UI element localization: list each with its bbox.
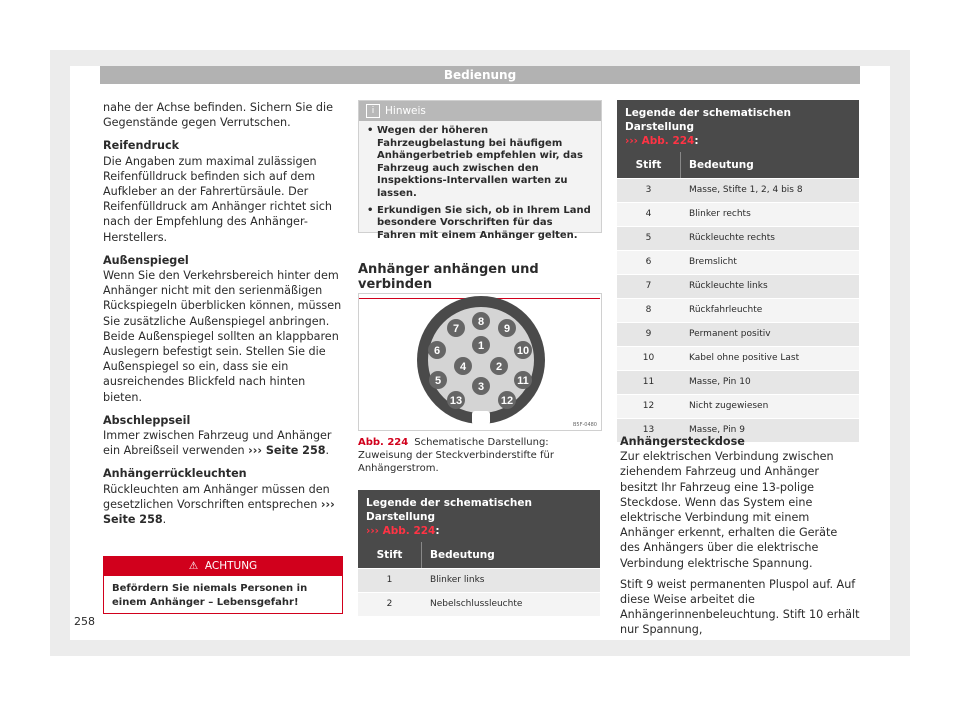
cell-meaning: Nebelschlussleuchte [430,599,523,609]
paragraph-aussenspiegel [103,253,343,405]
table-row [617,346,859,370]
pin-label-1: 1 [477,340,485,352]
legend-title: Legende der schematischen Darstellung [366,497,532,523]
note-header [359,101,601,121]
cell-meaning: Kabel ohne positive Last [689,353,800,363]
text-abschleppseil: Immer zwischen Fahrzeug und Anhänger ein Abreißseil verwenden [103,429,332,458]
page-header: Bedienung [100,66,860,84]
warning-triangle-icon: ⚠ [188,560,205,572]
page-number: 258 [74,615,95,628]
figure-caption [358,436,600,476]
figure-label: Abb. 224 [358,437,409,448]
cell-meaning: Masse, Pin 10 [689,377,751,387]
connector-diagram [359,294,601,430]
legend-table-1-title [358,490,600,542]
paragraph-intro: nahe der Achse befinden. Sichern Sie die Gegenstände gegen Verrutschen. [103,101,334,130]
table-row [617,226,859,250]
pin-label-8: 8 [477,316,485,328]
table-row [617,202,859,226]
table-row [358,568,600,592]
legend-table-1 [358,490,600,616]
heading-rueckleuchten: Anhängerrückleuchten [103,467,247,481]
column-left [103,100,343,535]
note-list [359,125,601,242]
legend-colon: : [694,135,699,147]
column-header-meaning: Bedeutung [430,549,495,561]
pin-label-4: 4 [459,361,467,373]
legend-table-1-body [358,568,600,616]
cell-pin: 12 [642,401,655,411]
legend-table-2-header [617,152,859,178]
cell-meaning: Rückfahrleuchte [689,305,763,315]
legend-table-2 [617,100,859,442]
column-right-text [620,434,860,644]
paragraph-steckdose [620,434,860,571]
connector-notch [472,411,490,425]
heading-aussenspiegel: Außenspiegel [103,253,189,267]
cell-pin: 13 [642,425,655,435]
cell-pin: 2 [386,599,393,609]
cell-meaning: Nicht zugewiesen [689,401,769,411]
cell-pin: 5 [645,233,652,243]
cell-pin: 9 [645,329,652,339]
text-steckdose-2: Stift 9 weist permanenten Pluspol auf. Auf diese Weise arbeitet die Anhängerinnenbeleuchtung. Stift 10 erhält nur Spannung, [620,577,860,637]
cell-pin: 1 [386,575,393,585]
pin-label-13: 13 [449,395,463,407]
pin-label-5: 5 [434,375,442,387]
cell-meaning: Bremslicht [689,257,737,267]
pin-label-10: 10 [516,345,530,357]
warning-header [104,557,342,576]
info-icon: i [366,104,380,118]
cell-pin: 4 [645,209,652,219]
note-box [358,100,602,241]
note-title: Hinweis [385,105,426,117]
table-row [617,298,859,322]
table-row [617,274,859,298]
cell-meaning: Blinker links [430,575,485,585]
warning-text: Befördern Sie niemals Personen in einem Anhänger – Lebensgefahr! [112,583,308,608]
note-item: • Erkundigen Sie sich, ob in Ihrem Land besondere Vorschriften für das Fahren mit einem Anhänger gelten. [367,205,593,243]
legend-table-1-header [358,542,600,568]
table-row [358,592,600,616]
heading-abschleppseil: Abschleppseil [103,413,191,427]
legend-title: Legende der schematischen Darstellung [625,107,791,133]
table-row [617,250,859,274]
cell-pin: 10 [642,353,655,363]
text-aussenspiegel: Wenn Sie den Verkehrsbereich hinter dem Anhänger nicht mit den serienmäßigen Rückspiegeln überblicken können, müssen Sie zusätzliche Außenspiegel anbringen. Beide Außenspiegel sollten an klappbaren Auslegern befestigt sein. Stellen Sie die Außenspiegel so ein, dass sie ein ausreichendes Blickfeld nach hinten bieten. [103,269,342,404]
cell-pin: 6 [645,257,652,267]
text-reifendruck: Die Angaben zum maximal zulässigen Reifenfülldruck befinden sich auf dem Aufkleber an der Fahrertürsäule. Der Reifenfülldruck am Anhänger richtet sich nach der Empfehlung des Anhänger-Herstellers. [103,154,332,244]
legend-link-abb-224[interactable]: ››› Abb. 224 [366,525,436,537]
legend-table-2-body [617,178,859,442]
column-header-pin: Stift [617,152,681,178]
text-steckdose-1: Zur elektrischen Verbindung zwischen ziehendem Fahrzeug und Anhänger besitzt Ihr Fahrzeug eine 13-polige Steckdose. Wenn das System eine elektrische Verbindung mit einem Anhänger erkennt, erhalten die Geräte des Anhängers über die elektrische Verbindung elektrische Spannung. [620,450,838,570]
legend-colon: : [435,525,440,537]
legend-link-abb-224[interactable]: ››› Abb. 224 [625,135,695,147]
cell-pin: 3 [645,185,652,195]
cell-pin: 8 [645,305,652,315]
link-seite-258[interactable]: ››› Seite 258 [248,444,326,458]
pin-label-9: 9 [503,323,511,335]
pin-label-12: 12 [500,395,514,407]
pin-label-2: 2 [495,361,503,373]
paragraph-rueckleuchten: Anhängerrückleuchten Rückleuchten am Anhänger müssen den gesetzlichen Vorschriften entsprechen ››› Seite 258. [103,466,343,527]
section-title: Anhänger anhängen und verbinden [358,262,600,299]
pin-label-6: 6 [433,345,441,357]
cell-meaning: Masse, Stifte 1, 2, 4 bis 8 [689,185,803,195]
table-row [617,322,859,346]
figure-caption-text: Schematische Darstellung: Zuweisung der Steckverbinderstifte für Anhängerstrom. [358,437,554,475]
note-item: • Wegen der höheren Fahrzeugbelastung bei häufigem Anhängerbetrieb empfehlen wir, das Fahrzeug auch zwischen den Inspektions-Intervallen warten zu lassen. [367,125,593,201]
pin-label-11: 11 [517,375,529,387]
column-header-pin: Stift [358,542,422,568]
figure-connector [358,293,602,431]
heading-steckdose: Anhängersteckdose [620,435,745,448]
cell-pin: 7 [645,281,652,291]
warning-box [103,556,343,614]
cell-meaning: Rückleuchte rechts [689,233,775,243]
table-row [617,370,859,394]
paragraph-abschleppseil: Abschleppseil Immer zwischen Fahrzeug und Anhänger ein Abreißseil verwenden ››› Seite 258. [103,413,343,459]
legend-table-2-title [617,100,859,152]
table-row [617,178,859,202]
warning-title: ACHTUNG [204,560,258,572]
heading-reifendruck: Reifendruck [103,139,180,153]
link-seite-258-b[interactable]: ››› Seite 258 [103,497,335,527]
column-header-meaning: Bedeutung [689,159,754,171]
pin-label-3: 3 [477,381,485,393]
table-row [617,394,859,418]
text-rueckleuchten: Rückleuchten am Anhänger müssen den gesetzlichen Vorschriften entsprechen [103,482,330,511]
figure-code: B5F-0480 [572,422,597,428]
cell-pin: 11 [642,377,655,387]
cell-meaning: Masse, Pin 9 [689,425,745,435]
cell-meaning: Permanent positiv [689,329,771,339]
paragraph-reifendruck [103,138,343,244]
cell-meaning: Blinker rechts [689,209,751,219]
pin-label-7: 7 [452,323,460,335]
cell-meaning: Rückleuchte links [689,281,768,291]
